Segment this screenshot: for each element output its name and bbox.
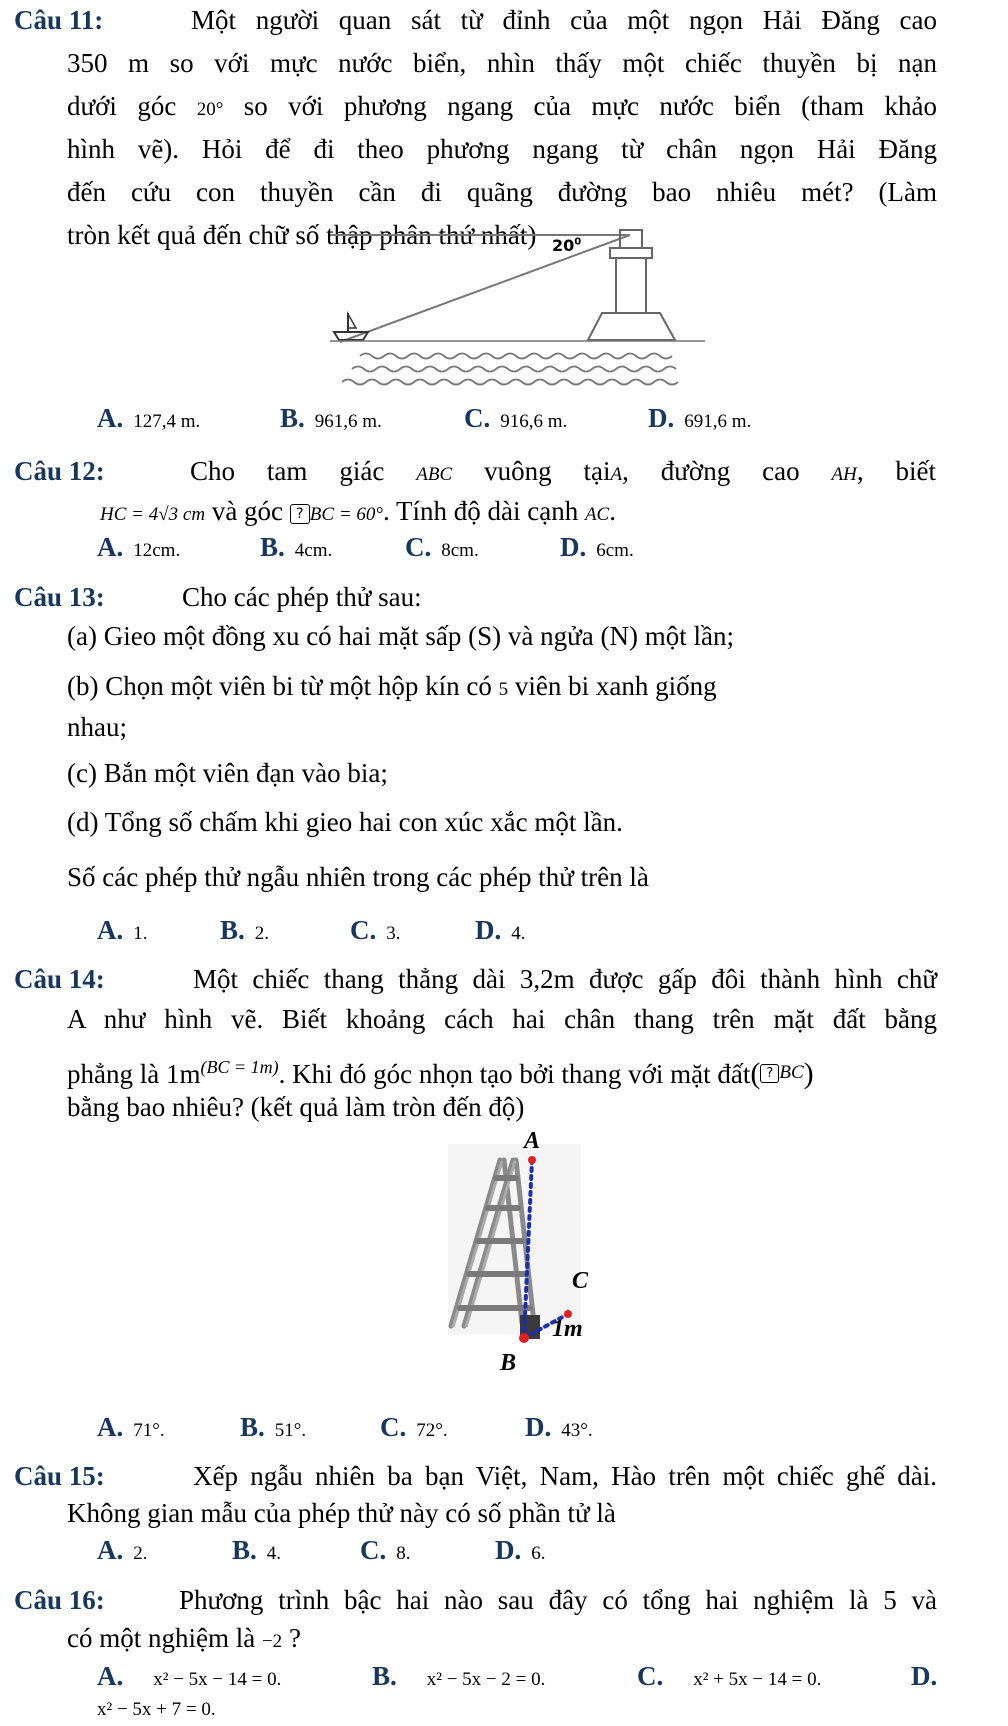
q11-line2: 350 m so với mực nước biển, nhìn thấy một chiếc thuyền bị nạn: [67, 48, 937, 78]
q11-line5: đến cứu con thuyền cần đi quãng đường bao nhiêu mét? (Làm: [67, 177, 937, 207]
q14-option-a[interactable]: A. 71°.: [97, 1412, 165, 1442]
q14-line3: phẳng là $1m^{(BC = 1m)}$. Khi đó góc nhọn tạo bởi thang với mặt đất( ? BC): [67, 1057, 814, 1090]
q13-item-a: (a) Gieo một đồng xu có hai mặt sấp (S) và ngửa (N) một lần;: [67, 621, 734, 651]
q11-label: Câu 11:: [14, 5, 104, 35]
q11-line6: tròn kết quả đến chữ số thập phân thứ nhất): [67, 220, 537, 250]
q13-label: Câu 13:: [14, 582, 105, 612]
q12-label: Câu 12:: [14, 456, 105, 486]
q16-option-c[interactable]: C. x² + 5x − 14 = 0.: [637, 1661, 822, 1691]
missing-glyph-icon: ?: [290, 504, 310, 524]
q15-option-b[interactable]: B. 4.: [232, 1535, 282, 1565]
q14-option-b[interactable]: B. 51°.: [240, 1412, 307, 1442]
q14-line1: Một chiếc thang thẳng dài 3,2m được gấp đôi thành hình chữ: [193, 964, 937, 994]
q16-line1: Phương trình bậc hai nào sau đây có tổng hai nghiệm là 5 và: [179, 1585, 937, 1615]
q12-line2: HC = 4√3 cm và góc ? BC = 60°. Tính độ dài cạnh AC.: [100, 496, 616, 526]
q12-line1: Cho tam giác ABC vuông tạiA, đường cao AH, biết: [190, 456, 937, 486]
q13-item-b-cont: nhau;: [67, 712, 127, 742]
q15-label: Câu 15:: [14, 1461, 105, 1491]
q14-label: Câu 14:: [14, 964, 105, 994]
q13-item-d: (d) Tổng số chấm khi gieo hai con xúc xắc một lần.: [67, 807, 623, 837]
q12-option-c[interactable]: C. 8cm.: [405, 532, 479, 562]
q11-option-d[interactable]: D. 691,6 m.: [648, 403, 752, 433]
q14-line2: A như hình vẽ. Biết khoảng cách hai chân thang trên mặt đất bằng: [67, 1004, 937, 1034]
lighthouse-figure: [330, 228, 710, 398]
q14-line4: bằng bao nhiêu? (kết quả làm tròn đến độ): [67, 1092, 525, 1122]
q16-option-d[interactable]: D.: [911, 1661, 938, 1691]
q11-line1: Một người quan sát từ đỉnh của một ngọn Hải Đăng cao: [191, 5, 937, 35]
q13-item-b: (b) Chọn một viên bi từ một hộp kín có 5 viên bi xanh giống: [67, 671, 717, 701]
q14-option-d[interactable]: D. 43°.: [525, 1412, 593, 1442]
q11-line4: hình vẽ). Hỏi để đi theo phương ngang từ chân ngọn Hải Đăng: [67, 134, 937, 164]
ladder-label-1m: 1m: [552, 1316, 583, 1342]
q12-option-a[interactable]: A. 12cm.: [97, 532, 181, 562]
q16-label: Câu 16:: [14, 1585, 105, 1615]
q13-option-c[interactable]: C. 3.: [350, 915, 401, 945]
q12-option-b[interactable]: B. 4cm.: [260, 532, 333, 562]
q11-option-a[interactable]: A. 127,4 m.: [97, 403, 201, 433]
sea-waves: [342, 354, 678, 385]
ladder-label-c: C: [572, 1268, 589, 1294]
q13-question: Số các phép thử ngẫu nhiên trong các phép thử trên là: [67, 862, 649, 892]
q13-option-a[interactable]: A. 1.: [97, 915, 148, 945]
q11-option-c[interactable]: C. 916,6 m.: [464, 403, 568, 433]
q13-option-d[interactable]: D. 4.: [475, 915, 526, 945]
q14-option-c[interactable]: C. 72°.: [380, 1412, 448, 1442]
q11-line3: dưới góc 20° so với phương ngang của mực nước biển (tham khảo: [67, 91, 937, 121]
ladder-label-b: B: [500, 1350, 517, 1376]
q11-option-b[interactable]: B. 961,6 m.: [280, 403, 382, 433]
point-b: [519, 1333, 529, 1343]
q15-option-a[interactable]: A. 2.: [97, 1535, 148, 1565]
q11-figure-angle: $20^0$: [552, 236, 582, 255]
point-a: [528, 1156, 536, 1164]
q16-line2: có một nghiệm là −2 ?: [67, 1623, 301, 1653]
q15-line1: Xếp ngẫu nhiên ba bạn Việt, Nam, Hào trên một chiếc ghế dài.: [193, 1461, 937, 1491]
missing-glyph-icon: ?: [760, 1064, 779, 1083]
boat-icon: [334, 313, 368, 340]
q13-item-c: (c) Bắn một viên đạn vào bia;: [67, 758, 388, 788]
q16-option-d-value[interactable]: x² − 5x + 7 = 0.: [97, 1699, 216, 1720]
q12-option-d[interactable]: D. 6cm.: [560, 532, 634, 562]
q13-option-b[interactable]: B. 2.: [220, 915, 270, 945]
q13-intro: Cho các phép thử sau:: [182, 582, 422, 612]
q16-option-a[interactable]: A. x² − 5x − 14 = 0.: [97, 1661, 282, 1691]
q15-line2: Không gian mẫu của phép thử này có số phần tử là: [67, 1498, 616, 1528]
q15-option-d[interactable]: D. 6.: [495, 1535, 546, 1565]
ladder-label-a: A: [524, 1128, 541, 1154]
q15-option-c[interactable]: C. 8.: [360, 1535, 411, 1565]
q16-option-b[interactable]: B. x² − 5x − 2 = 0.: [372, 1661, 546, 1691]
